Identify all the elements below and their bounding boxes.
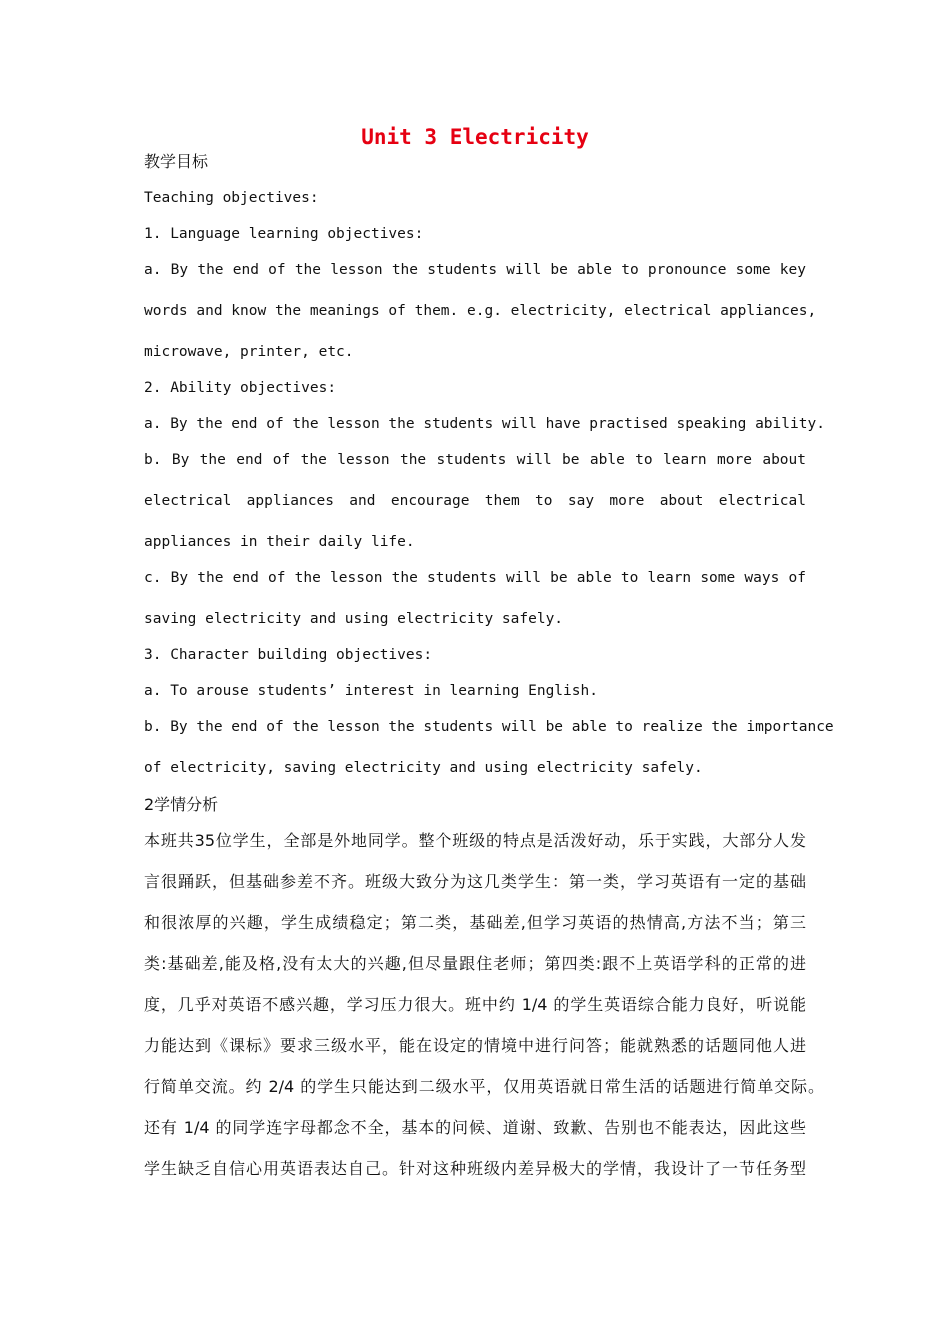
heading-ability-objectives: 2. Ability objectives: xyxy=(144,380,337,396)
heading-learner-analysis-cn: 2学情分析 xyxy=(144,795,219,814)
paragraph-line: appliances in their daily life. xyxy=(144,534,415,550)
paragraph-line: microwave, printer, etc. xyxy=(144,344,354,360)
paragraph-line: c. By the end of the lesson the students will be able to learn some ways of xyxy=(144,570,806,586)
paragraph-line-cn: 行简单交流。约 2/4 的学生只能达到二级水平，仅用英语就日常生活的话题进行简单交际。 xyxy=(144,1077,824,1096)
paragraph-line-cn: 力能达到《课标》要求三级水平，能在设定的情境中进行问答；能就熟悉的话题同他人进 xyxy=(144,1036,806,1055)
heading-character-objectives: 3. Character building objectives: xyxy=(144,647,433,663)
paragraph-line-cn: 言很踊跃，但基础参差不齐。班级大致分为这几类学生：第一类，学习英语有一定的基础 xyxy=(144,872,806,891)
paragraph-line: a. By the end of the lesson the students will be able to pronounce some key xyxy=(144,262,806,278)
paragraph-line: of electricity, saving electricity and using electricity safely. xyxy=(144,760,703,776)
heading-teaching-objectives: Teaching objectives: xyxy=(144,190,319,206)
paragraph-line: saving electricity and using electricity safely. xyxy=(144,611,564,627)
paragraph-line: electrical appliances and encourage them to say more about electrical xyxy=(144,493,806,509)
paragraph-line-cn: 和很浓厚的兴趣，学生成绩稳定；第二类，基础差,但学习英语的热情高,方法不当；第三 xyxy=(144,913,806,932)
paragraph-line: a. To arouse students’ interest in learning English. xyxy=(144,683,598,699)
paragraph-line-cn: 学生缺乏自信心用英语表达自己。针对这种班级内差异极大的学情，我设计了一节任务型 xyxy=(144,1159,806,1178)
paragraph-line: b. By the end of the lesson the students will be able to realize the importance xyxy=(144,719,834,735)
paragraph-line-cn: 度，几乎对英语不感兴趣，学习压力很大。班中约 1/4 的学生英语综合能力良好，听说能 xyxy=(144,995,806,1014)
paragraph-line: words and know the meanings of them. e.g. electricity, electrical appliances, xyxy=(144,303,817,319)
paragraph-line-cn: 还有 1/4 的同学连字母都念不全，基本的问候、道谢、致歉、告别也不能表达，因此这些 xyxy=(144,1118,806,1137)
paragraph-line: a. By the end of the lesson the students will have practised speaking ability. xyxy=(144,416,825,432)
paragraph-line-cn: 类:基础差,能及格,没有太大的兴趣,但尽量跟住老师；第四类:跟不上英语学科的正常的进 xyxy=(144,954,806,973)
paragraph-line-cn: 本班共35位学生，全部是外地同学。整个班级的特点是活泼好动，乐于实践，大部分人发 xyxy=(144,831,806,850)
heading-language-objectives: 1. Language learning objectives: xyxy=(144,226,424,242)
document-title: Unit 3 Electricity xyxy=(361,125,589,149)
heading-teaching-goals-cn: 教学目标 xyxy=(144,152,209,171)
paragraph-line: b. By the end of the lesson the students will be able to learn more about xyxy=(144,452,806,468)
